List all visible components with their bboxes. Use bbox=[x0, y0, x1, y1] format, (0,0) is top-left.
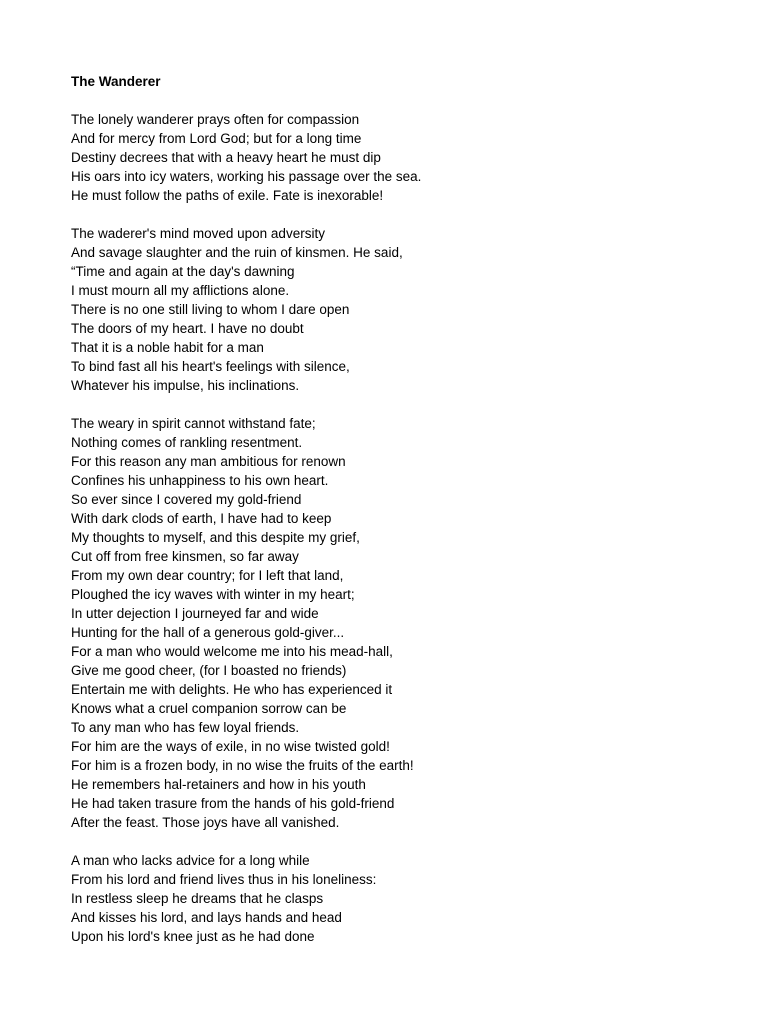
poem-line: And kisses his lord, and lays hands and head bbox=[71, 910, 342, 925]
poem-line: The waderer's mind moved upon adversity bbox=[71, 226, 325, 241]
poem-line: And for mercy from Lord God; but for a long time bbox=[71, 131, 362, 146]
poem-line: For this reason any man ambitious for renown bbox=[71, 454, 346, 469]
poem-line: In utter dejection I journeyed far and wide bbox=[71, 606, 319, 621]
poem-line: He remembers hal-retainers and how in his youth bbox=[71, 777, 366, 792]
poem-line: “Time and again at the day's dawning bbox=[71, 264, 295, 279]
poem-line: Give me good cheer, (for I boasted no friends) bbox=[71, 663, 347, 678]
poem-line: Ploughed the icy waves with winter in my heart; bbox=[71, 587, 355, 602]
poem-line: Hunting for the hall of a generous gold-giver... bbox=[71, 625, 345, 640]
poem-line: He had taken trasure from the hands of his gold-friend bbox=[71, 796, 395, 811]
poem-line: Whatever his impulse, his inclinations. bbox=[71, 378, 300, 393]
poem-line: For him are the ways of exile, in no wise twisted gold! bbox=[71, 739, 390, 754]
poem-line: He must follow the paths of exile. Fate is inexorable! bbox=[71, 188, 384, 203]
stanza-3 bbox=[71, 414, 768, 832]
poem-line: Knows what a cruel companion sorrow can be bbox=[71, 701, 347, 716]
poem-line: I must mourn all my afflictions alone. bbox=[71, 283, 290, 298]
poem-line: My thoughts to myself, and this despite my grief, bbox=[71, 530, 360, 545]
poem-line: To any man who has few loyal friends. bbox=[71, 720, 300, 735]
poem-line: From his lord and friend lives thus in his loneliness: bbox=[71, 872, 377, 887]
poem-line: From my own dear country; for I left that land, bbox=[71, 568, 344, 583]
stanza-2 bbox=[71, 224, 768, 395]
poem-line: Destiny decrees that with a heavy heart he must dip bbox=[71, 150, 381, 165]
stanza-1 bbox=[71, 110, 768, 205]
poem-line: To bind fast all his heart's feelings with silence, bbox=[71, 359, 350, 374]
poem-line: The weary in spirit cannot withstand fate; bbox=[71, 416, 316, 431]
stanza-4 bbox=[71, 851, 768, 946]
poem-line: The lonely wanderer prays often for compassion bbox=[71, 112, 360, 127]
poem-line: So ever since I covered my gold-friend bbox=[71, 492, 302, 507]
poem-line: Cut off from free kinsmen, so far away bbox=[71, 549, 299, 564]
poem-line: That it is a noble habit for a man bbox=[71, 340, 264, 355]
poem-line: Upon his lord's knee just as he had done bbox=[71, 929, 315, 944]
poem-line: Nothing comes of rankling resentment. bbox=[71, 435, 303, 450]
poem-line: A man who lacks advice for a long while bbox=[71, 853, 310, 868]
poem-body bbox=[71, 110, 768, 946]
poem-line: There is no one still living to whom I dare open bbox=[71, 302, 350, 317]
poem-line: And savage slaughter and the ruin of kinsmen. He said, bbox=[71, 245, 403, 260]
poem-line: Confines his unhappiness to his own heart. bbox=[71, 473, 329, 488]
poem-line: For him is a frozen body, in no wise the fruits of the earth! bbox=[71, 758, 414, 773]
poem-line: For a man who would welcome me into his mead-hall, bbox=[71, 644, 393, 659]
poem-line: The doors of my heart. I have no doubt bbox=[71, 321, 304, 336]
poem-line: With dark clods of earth, I have had to keep bbox=[71, 511, 332, 526]
poem-line: In restless sleep he dreams that he clasps bbox=[71, 891, 324, 906]
poem-line: His oars into icy waters, working his passage over the sea. bbox=[71, 169, 422, 184]
poem-line: After the feast. Those joys have all vanished. bbox=[71, 815, 340, 830]
poem-title: The Wanderer bbox=[71, 74, 161, 89]
poem-line: Entertain me with delights. He who has experienced it bbox=[71, 682, 393, 697]
